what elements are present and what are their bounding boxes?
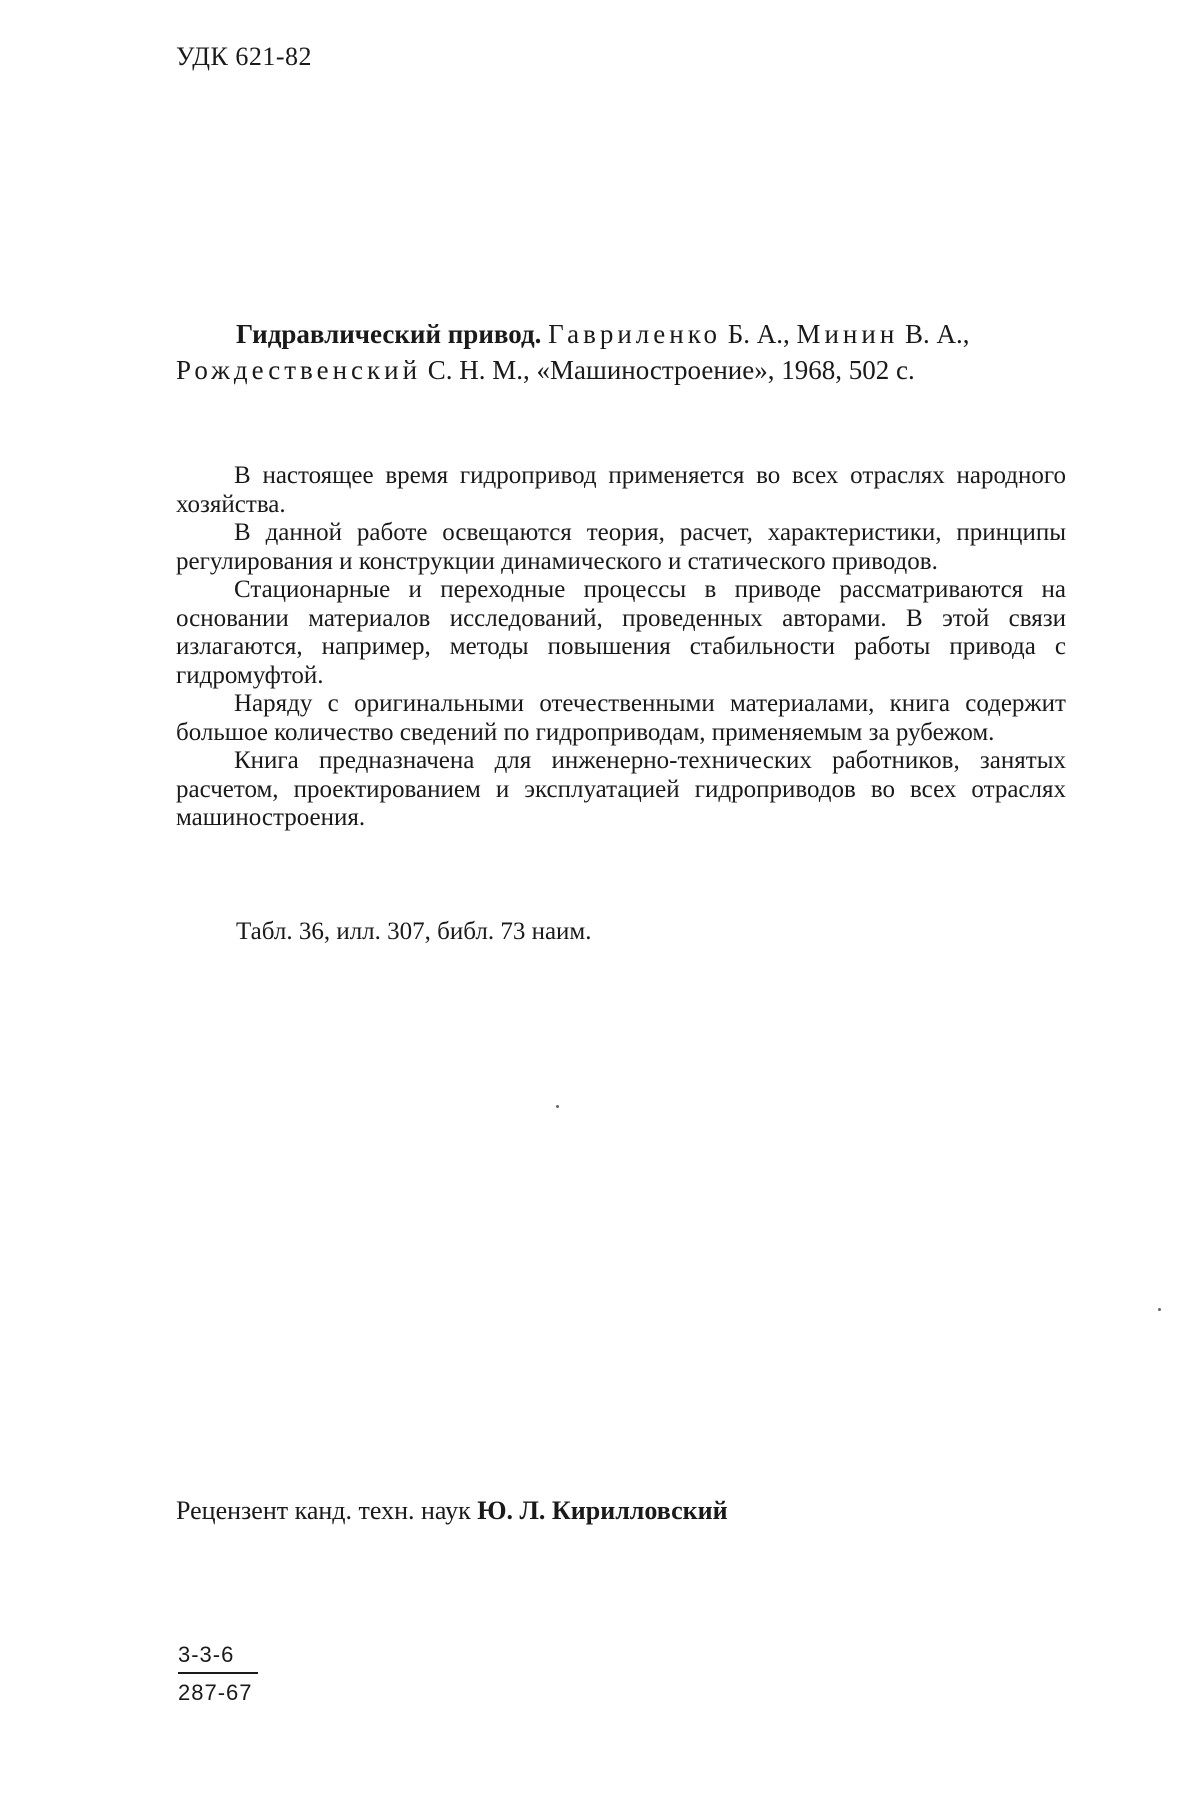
author-3-surname: Рождественский — [176, 355, 422, 385]
tables-illustrations-count: Табл. 36, илл. 307, библ. 73 наим. — [236, 918, 592, 945]
reviewer-name: Ю. Л. Кирилловский — [477, 1496, 728, 1525]
author-1-initials: Б. А., — [727, 319, 790, 349]
code-top: 3-3-6 — [178, 1642, 258, 1674]
abstract-paragraph: Стационарные и переходные процессы в приводе рассматриваются на основании материалов исследований, проведенных авторами. В этой связи излагаются, например, методы повышения стабильности работы привода с гидромуфтой. — [176, 576, 1066, 689]
abstract-paragraph: Книга предназначена для инженерно-технических работников, занятых расчетом, проектированием и эксплуатацией гидроприводов во всех отраслях машиностроения. — [176, 747, 1066, 831]
udk-code: УДК 621-82 — [176, 42, 313, 71]
reviewer-label: Рецензент канд. техн. наук — [176, 1496, 471, 1525]
reviewer-line — [176, 1496, 728, 1526]
bibliographic-line-1 — [176, 316, 1066, 352]
author-1-surname: Гавриленко — [548, 319, 721, 349]
book-title: Гидравлический привод. — [236, 319, 542, 349]
bibliographic-entry — [176, 316, 1066, 388]
abstract — [176, 462, 1066, 833]
abstract-paragraph: В данной работе освещаются теория, расчет, характеристики, принципы регулирования и конструкции динамического и статического приводов. — [176, 519, 1066, 575]
author-3-initials: С. Н. — [427, 355, 486, 385]
abstract-paragraph: В настоящее время гидропривод применяется во всех отраслях народного хозяйства. — [176, 462, 1066, 518]
author-2-surname: Минин — [796, 319, 899, 349]
scan-speck — [556, 1105, 559, 1108]
publication-info: М., «Машиностроение», 1968, 502 с. — [492, 355, 915, 385]
publisher-codes — [178, 1642, 258, 1706]
author-2-initials: В. А., — [905, 319, 970, 349]
bibliographic-line-2 — [176, 352, 1066, 388]
code-bottom: 287-67 — [178, 1680, 253, 1705]
scan-speck — [1158, 1308, 1161, 1311]
abstract-paragraph: Наряду с оригинальными отечественными материалами, книга содержит большое количество сведений по гидроприводам, применяемым за рубежом. — [176, 690, 1066, 746]
